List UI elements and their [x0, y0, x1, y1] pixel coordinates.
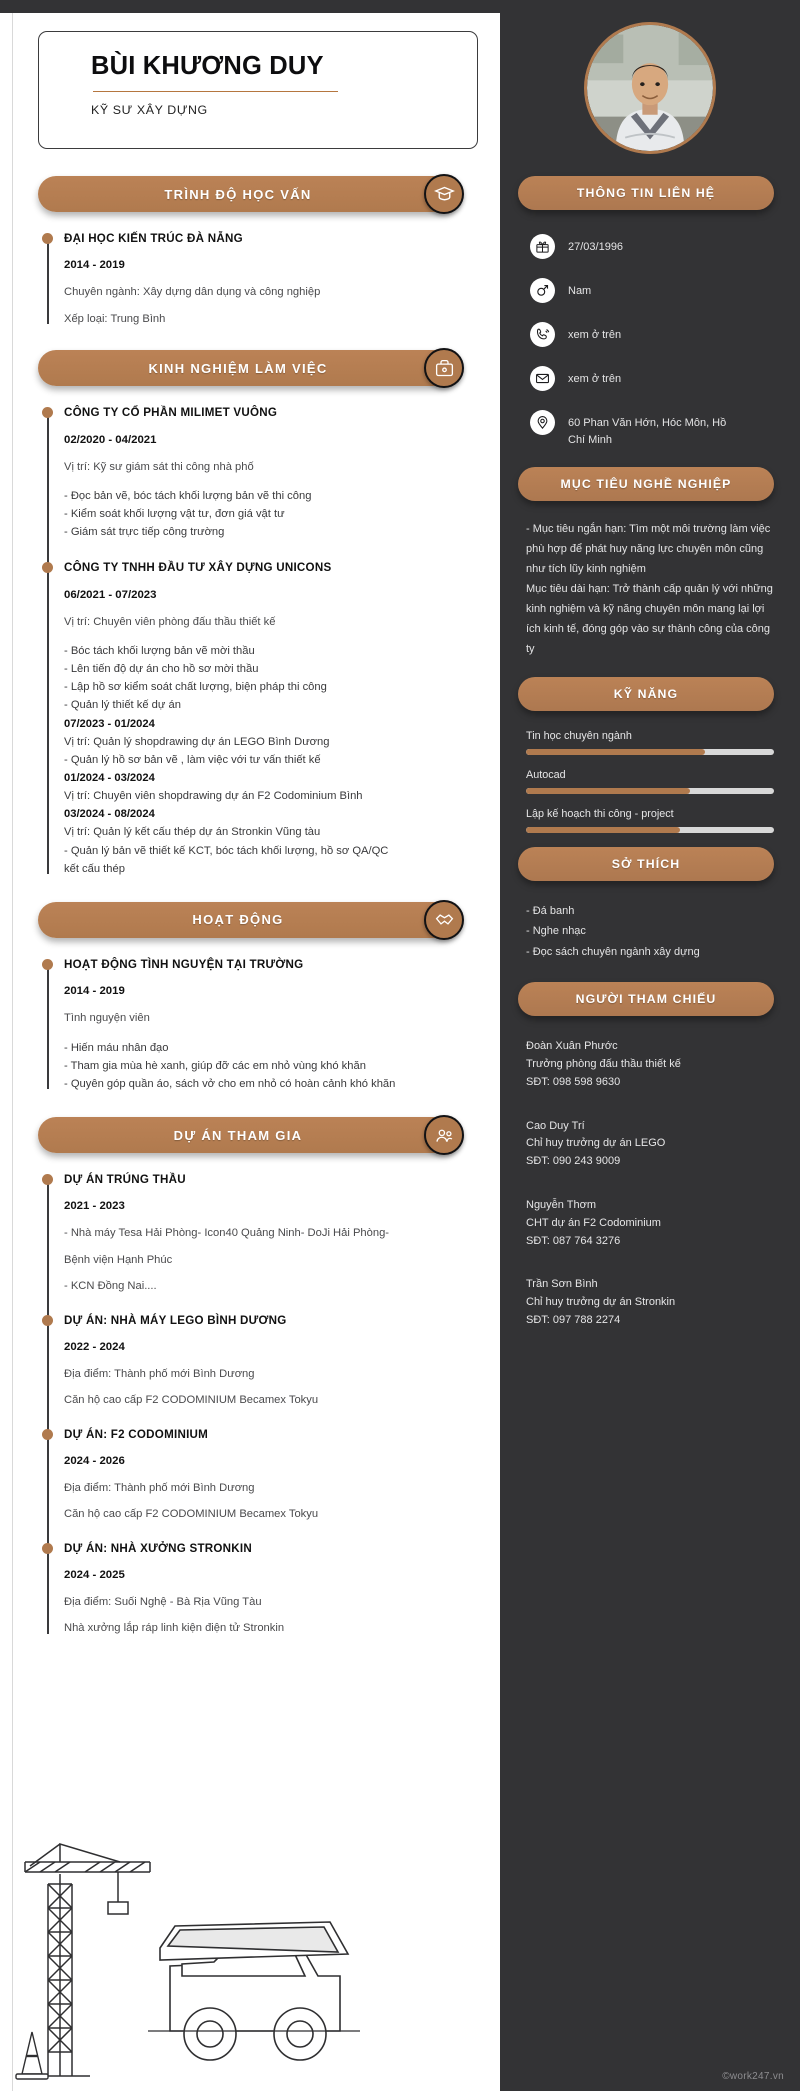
- sub-period-note: - Quản lý hồ sơ bản vẽ , làm việc với tư vấn thiết kế: [64, 753, 321, 766]
- sub-period-date: 03/2024 - 08/2024: [64, 808, 155, 821]
- company-name: CÔNG TY TNHH ĐẦU TƯ XÂY DỰNG UNICONS: [64, 561, 332, 575]
- duty-line: - Lập hồ sơ kiểm soát chất lượng, biện pháp thi công: [64, 681, 327, 694]
- project-title: DỰ ÁN: F2 CODOMINIUM: [64, 1427, 209, 1441]
- email-icon: [530, 366, 555, 391]
- skill-item: [526, 769, 774, 794]
- objective-body: [500, 503, 800, 659]
- section-pill: [38, 350, 460, 386]
- reference-phone: SĐT: 090 243 9009: [526, 1155, 621, 1168]
- activity-date: 2014 - 2019: [64, 985, 125, 998]
- hobby-item: - Đọc sách chuyên ngành xây dựng: [526, 945, 700, 958]
- skill-bar-fill: [526, 827, 680, 833]
- project-line: Bệnh viện Hạnh Phúc: [64, 1253, 173, 1266]
- project-item: [64, 1540, 478, 1638]
- project-item: [64, 1312, 478, 1410]
- section-pill: [518, 176, 774, 210]
- section-header-hobbies: [500, 847, 800, 883]
- project-line: Nhà xưởng lắp ráp linh kiện điện tử Stronkin: [64, 1622, 285, 1635]
- reference-phone: SĐT: 098 598 9630: [526, 1075, 621, 1088]
- section-title-skills: KỸ NĂNG: [613, 687, 679, 702]
- education-grade: Xếp loại: Trung Bình: [64, 312, 166, 325]
- contact-value: 27/03/1996: [568, 241, 624, 253]
- reference-phone: SĐT: 097 788 2274: [526, 1314, 621, 1327]
- skill-bar: [526, 788, 774, 794]
- hobbies-list: [500, 883, 800, 962]
- objective-short: - Mục tiêu ngắn hạn: Tìm một môi trường làm việc phù hợp để phát huy năng lực chuyên môn cũng như tích lũy kinh nghiệm: [526, 523, 771, 576]
- project-item: [64, 1171, 478, 1295]
- project-line: Địa điểm: Thành phố mới Bình Dương: [64, 1367, 255, 1380]
- reference-title: Chỉ huy trưởng dự án LEGO: [526, 1137, 666, 1150]
- job-role: KỸ SƯ XÂY DỰNG: [91, 102, 208, 117]
- education-school: ĐẠI HỌC KIẾN TRÚC ĐÀ NẴNG: [64, 232, 243, 245]
- project-line: - Nhà máy Tesa Hải Phòng- Icon40 Quảng Ninh- DoJi Hải Phòng-: [64, 1227, 390, 1240]
- project-date: 2024 - 2026: [64, 1455, 125, 1467]
- section-header-education: [28, 176, 478, 214]
- experience-item: [64, 559, 478, 878]
- page-title: BÙI KHƯƠNG DUY: [91, 52, 324, 80]
- project-item: [64, 1426, 478, 1524]
- skill-bar-fill: [526, 749, 705, 755]
- section-pill: [518, 982, 774, 1016]
- handshake-icon: [424, 900, 464, 940]
- section-title-projects: DỰ ÁN THAM GIA: [173, 1127, 303, 1143]
- skill-bar-fill: [526, 788, 690, 794]
- graduation-cap-icon: [424, 174, 464, 214]
- skill-name: Autocad: [526, 769, 566, 782]
- section-title-experience: KINH NGHIỆM LÀM VIỆC: [148, 360, 328, 376]
- cv-right-column: [500, 0, 800, 2091]
- reference-title: Trưởng phòng đấu thầu thiết kế: [526, 1057, 681, 1070]
- section-header-activities: [28, 902, 478, 940]
- activity-line: - Quyên góp quần áo, sách vở cho em nhỏ có hoàn cảnh khó khăn: [64, 1077, 396, 1090]
- contact-row-phone[interactable]: [530, 322, 778, 347]
- references-list: [500, 1018, 800, 1330]
- reference-name: Cao Duy Trí: [526, 1119, 585, 1132]
- location-pin-icon: [530, 410, 555, 435]
- section-title-education: TRÌNH ĐỘ HỌC VẤN: [164, 186, 312, 202]
- section-title-activities: HOẠT ĐỘNG: [192, 912, 284, 928]
- skill-name: Tin học chuyên ngành: [526, 730, 632, 743]
- reference-item: [526, 1276, 774, 1329]
- activity-line: - Tham gia mùa hè xanh, giúp đỡ các em nhỏ vùng khó khăn: [64, 1059, 366, 1072]
- project-line: Căn hộ cao cấp F2 CODOMINIUM Becamex Tokyu: [64, 1508, 319, 1521]
- duty-line: - Kiểm soát khối lượng vật tư, đơn giá vật tư: [64, 508, 285, 520]
- traffic-cone: [16, 2032, 48, 2079]
- education-major: Chuyên ngành: Xây dựng dân dụng và công nghiệp: [64, 286, 321, 299]
- skill-bar: [526, 827, 774, 833]
- team-people-icon: [424, 1115, 464, 1155]
- company-duties: [64, 642, 478, 878]
- briefcase-gear-icon: [424, 348, 464, 388]
- reference-item: [526, 1038, 774, 1091]
- section-header-objective: [500, 467, 800, 503]
- projects-timeline: [42, 1171, 478, 1638]
- contact-row-email[interactable]: [530, 366, 778, 391]
- hobby-item: - Nghe nhạc: [526, 925, 586, 938]
- section-pill: [38, 902, 460, 938]
- project-line: Căn hộ cao cấp F2 CODOMINIUM Becamex Tokyu: [64, 1394, 319, 1407]
- objective-long: Mục tiêu dài hạn: Trở thành cấp quản lý với những kinh nghiệm và kỹ năng chuyên môn mang lại lợi ích kinh tế, đóng góp vào sự thành công của công ty: [526, 583, 773, 656]
- left-edge-line: [12, 13, 13, 2091]
- name-card: [38, 31, 478, 149]
- duty-line: - Bóc tách khối lượng bản vẽ mời thầu: [64, 645, 255, 658]
- reference-item: [526, 1118, 774, 1171]
- company-name: CÔNG TY CỔ PHẦN MILIMET VUÔNG: [64, 406, 278, 420]
- experience-item: [64, 404, 478, 541]
- contact-value: Nam: [568, 285, 592, 297]
- reference-title: CHT dự án F2 Codominium: [526, 1216, 661, 1229]
- activity-line: - Hiến máu nhân đạo: [64, 1041, 169, 1054]
- project-date: 2024 - 2025: [64, 1569, 125, 1582]
- section-header-experience: [28, 350, 478, 388]
- section-header-projects: [28, 1117, 478, 1155]
- construction-illustration: [0, 1826, 500, 2091]
- sub-period-date: 01/2024 - 03/2024: [64, 772, 155, 785]
- company-duties: [64, 487, 478, 541]
- duty-line: - Lên tiến độ dự án cho hồ sơ mời thầu: [64, 663, 259, 676]
- section-title-contact: THÔNG TIN LIÊN HỆ: [576, 186, 716, 200]
- section-pill: [518, 677, 774, 711]
- sub-period-position: Vị trí: Quản lý shopdrawing dự án LEGO Bình Dương: [64, 735, 330, 748]
- experience-timeline: [42, 404, 478, 878]
- section-pill: [38, 1117, 460, 1153]
- section-header-skills: [500, 677, 800, 713]
- top-dark-strip: [0, 0, 500, 13]
- project-title: DỰ ÁN TRÚNG THẦU: [64, 1173, 186, 1187]
- skill-item: [526, 808, 774, 833]
- sub-period-position: Vị trí: Quản lý kết cấu thép dự án Stronkin Vũng tàu: [64, 826, 321, 839]
- education-timeline: [42, 230, 478, 328]
- reference-title: Chỉ huy trưởng dự án Stronkin: [526, 1296, 676, 1309]
- project-line: Địa điểm: Suối Nghệ - Bà Rịa Vũng Tàu: [64, 1596, 262, 1609]
- contact-row-birthday: [530, 234, 778, 259]
- education-date: 2014 - 2019: [64, 259, 125, 272]
- section-pill: [38, 176, 460, 212]
- project-title: DỰ ÁN: NHÀ XƯỞNG STRONKIN: [64, 1541, 253, 1555]
- contact-value: 60 Phan Văn Hớn, Hóc Môn, Hồ Chí Minh: [568, 417, 727, 446]
- activity-role: Tình nguyện viên: [64, 1012, 150, 1025]
- company-position: Vị trí: Kỹ sư giám sát thi công nhà phố: [64, 460, 254, 473]
- project-line: - KCN Đồng Nai....: [64, 1280, 157, 1293]
- project-date: 2021 - 2023: [64, 1200, 125, 1213]
- activity-item: [64, 956, 478, 1093]
- sub-period-position: Vị trí: Chuyên viên shopdrawing dự án F2 Codominium Bình: [64, 790, 363, 803]
- reference-item: [526, 1197, 774, 1250]
- duty-line: - Quản lý thiết kế dự án: [64, 699, 181, 712]
- duty-line: - Đọc bản vẽ, bóc tách khối lượng bản vẽ thi công: [64, 489, 312, 502]
- project-date: 2022 - 2024: [64, 1340, 125, 1353]
- skills-list: [500, 713, 800, 833]
- company-date: 06/2021 - 07/2023: [64, 588, 157, 601]
- section-title-hobbies: SỞ THÍCH: [611, 857, 681, 872]
- section-header-references: [500, 982, 800, 1018]
- section-pill: [518, 467, 774, 501]
- avatar: [584, 22, 716, 154]
- skill-item: [526, 730, 774, 755]
- phone-icon: [530, 322, 555, 347]
- duty-line: - Giám sát trực tiếp công trường: [64, 526, 225, 539]
- name-divider: [93, 91, 338, 92]
- gift-icon: [530, 234, 555, 259]
- section-title-objective: MỤC TIÊU NGHỀ NGHIỆP: [560, 477, 732, 491]
- contact-list: [500, 212, 800, 448]
- education-item: [64, 230, 478, 328]
- reference-name: Đoàn Xuân Phước: [526, 1040, 618, 1053]
- activity-items: [64, 1039, 478, 1093]
- sub-period-date: 07/2023 - 01/2024: [64, 717, 155, 730]
- contact-row-gender: [530, 278, 778, 303]
- activities-timeline: [42, 956, 478, 1093]
- hobby-item: - Đá banh: [526, 905, 575, 918]
- project-line: Địa điểm: Thành phố mới Bình Dương: [64, 1482, 255, 1494]
- gender-male-icon: [530, 278, 555, 303]
- company-date: 02/2020 - 04/2021: [64, 433, 157, 446]
- skill-name: Lập kế hoạch thi công - project: [526, 808, 674, 821]
- skill-bar: [526, 749, 774, 755]
- activity-title: HOẠT ĐỘNG TÌNH NGUYỆN TẠI TRƯỜNG: [64, 957, 304, 971]
- contact-row-address: [530, 410, 778, 448]
- reference-name: Trần Sơn Bình: [526, 1278, 598, 1291]
- sub-period-note: - Quản lý bản vẽ thiết kế KCT, bóc tách khối lượng, hồ sơ QA/QC kết cấu thép: [64, 844, 389, 875]
- contact-value: xem ở trên: [568, 373, 622, 385]
- section-title-references: NGƯỜI THAM CHIẾU: [575, 992, 717, 1007]
- company-position: Vị trí: Chuyên viên phòng đấu thầu thiết kế: [64, 615, 276, 628]
- reference-phone: SĐT: 087 764 3276: [526, 1234, 621, 1247]
- watermark: ©work247.vn: [722, 2071, 784, 2082]
- project-title: DỰ ÁN: NHÀ MÁY LEGO BÌNH DƯƠNG: [64, 1313, 287, 1327]
- contact-value: xem ở trên: [568, 329, 622, 341]
- section-header-contact: [500, 176, 800, 212]
- reference-name: Nguyễn Thơm: [526, 1199, 596, 1212]
- section-pill: [518, 847, 774, 881]
- profile-photo: [587, 25, 713, 151]
